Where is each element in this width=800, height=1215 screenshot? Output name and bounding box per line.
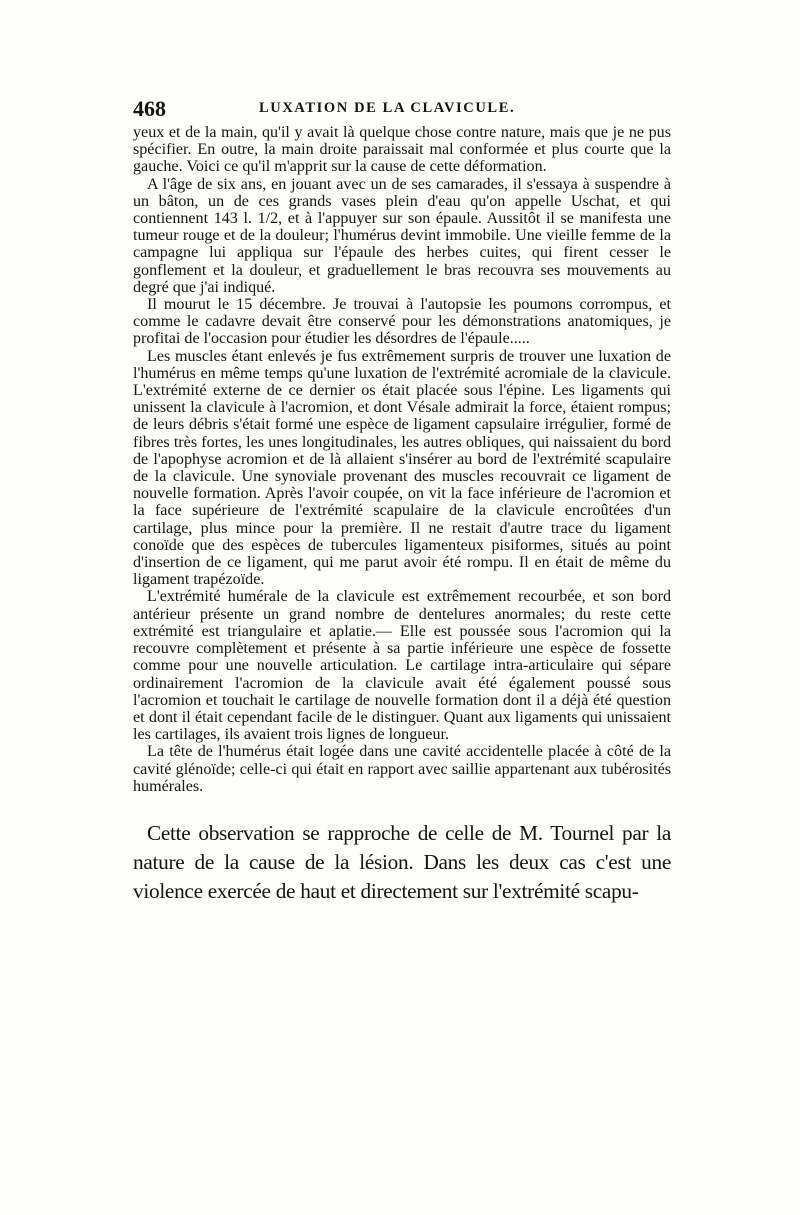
paragraph-humerus-head: La tête de l'humérus était logée dans une cavité accidentelle placée à côté de la cavité glénoïde; celle-ci qui était en rapport avec saillie appartenant aux tubérosités humérales. [133, 743, 671, 795]
paragraph-autopsy: Il mourut le 15 décembre. Je trouvai à l'autopsie les poumons corrompus, et comme le cadavre devait être conservé pour les démonstrations anatomiques, je profitai de l'occasion pour étudier les désordres de l'épaule..... [133, 296, 671, 348]
page-number: 468 [133, 96, 166, 121]
paragraph-humeral-extremity: L'extrémité humérale de la clavicule est extrêmement recourbée, et son bord antérieur présente un grand nombre de dentelures anormales; du reste cette extrémité est triangulaire et aplatie.— Elle est poussée sous l'acromion qui la recouvre complètement et présente à sa partie inférieure une espèce de fossette comme pour une nouvelle articulation. Le cartilage intra-articulaire qui sépare ordinairement l'acromion de la clavicule avait été également poussé sous l'acromion et touchait le cartilage de nouvelle formation dont il a déjà été question et dont il était cependant facile de le distinguer. Quant aux ligaments qui unissaient les cartilages, ils avaient trois lignes de longueur. [133, 588, 671, 744]
paragraph-injury-history: A l'âge de six ans, en jouant avec un de ses camarades, il s'essaya à suspendre à un bâton, un de ces grands vases plein d'eau qu'on appelle Uschat, et qui contiennent 143 l. 1/2, et à l'appuyer sur son épaule. Aussitôt il se manifesta une tumeur rouge et de la douleur; l'humérus devint immobile. Une vieille femme de la campagne lui appliqua sur l'épaule des herbes cuites, qui firent cesser le gonflement et la douleur, et graduellement le bras recouvra ses mouvements au degré que j'ai indiqué. [133, 175, 671, 296]
page-header [133, 96, 671, 122]
running-title: LUXATION DE LA CLAVICULE. [259, 100, 516, 116]
paragraph-continuation: yeux et de la main, qu'il y avait là quelque chose contre nature, mais que je ne pus spécifier. En outre, la main droite paraissait mal conformée et plus courte que la gauche. Voici ce qu'il m'apprit sur la cause de cette déformation. [133, 124, 671, 176]
quoted-observation [133, 124, 671, 795]
paragraph-muscles-ligaments: Les muscles étant enlevés je fus extrêmement surpris de trouver une luxation de l'humérus en même temps qu'une luxation de l'extrémité acromiale de la clavicule. L'extrémité externe de ce dernier os était placée sous l'épine. Les ligaments qui unissent la clavicule à l'acromion, et dont Vésale admirait la force, étaient rompus; de leurs débris s'était formé une espèce de ligament capsulaire irrégulier, formé de fibres très fortes, les unes longitudinales, les autres obliques, qui naissaient du bord de l'apophyse acromion et de là allaient s'insérer au bord de l'extrémité scapulaire de la clavicule. Une synoviale provenant des muscles recouvrait ce ligament de nouvelle formation. Après l'avoir coupée, on vit la face inférieure de l'acromion et la face supérieure de l'extrémité scapulaire de la clavicule encroûtées d'un cartilage, plus mince pour la première. Il ne restait d'autre trace du ligament conoïde que des espèces de tubercules ligamenteux pisiformes, situés au point d'insertion de ce ligament, qui me parut avoir été rompu. Il en était de même du ligament trapézoïde. [133, 347, 671, 589]
book-page [133, 96, 671, 906]
commentary [133, 819, 671, 906]
paragraph-commentary: Cette observation se rapproche de celle de M. Tournel par la nature de la cause de la lésion. Dans les deux cas c'est une violence exercée de haut et directement sur l'extrémité scapu- [133, 820, 671, 903]
